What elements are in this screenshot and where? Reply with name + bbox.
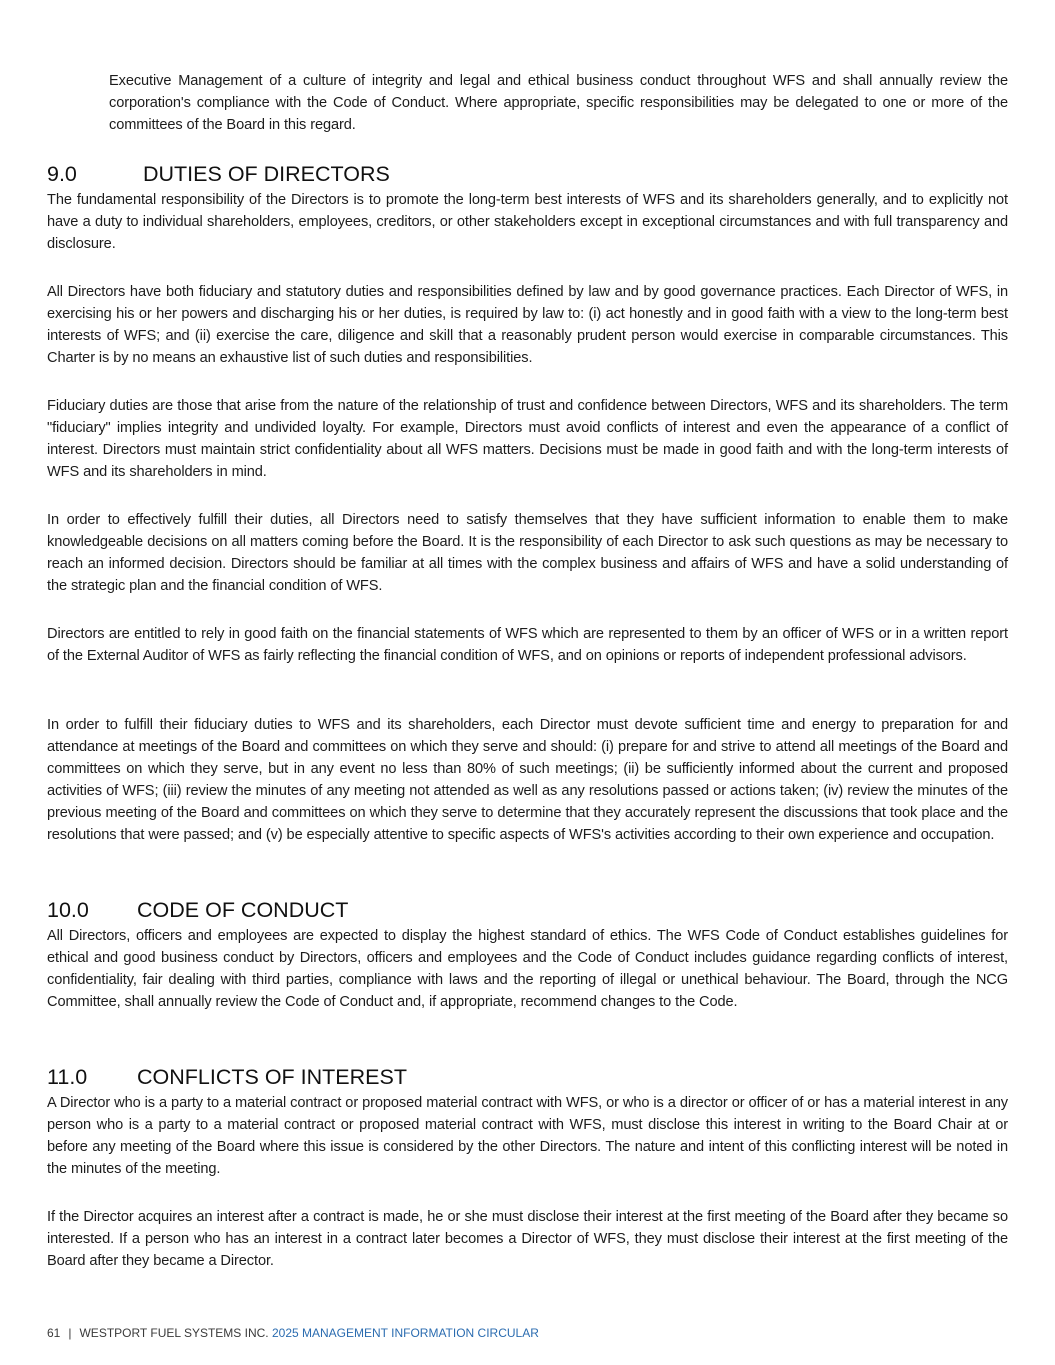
section-heading-conflicts-of-interest [47, 1064, 407, 1090]
paragraph: A Director who is a party to a material contract or proposed material contract with WFS, or who is a director or officer of or has a material interest in any person who is a party to a material contract or proposed material contract with WFS, must disclose this interest in writing to the Board Chair at or before any meeting of the Board where this issue is considered by the other Directors. The nature and intent of this conflicting interest will be noted in the minutes of the meeting. [47, 1095, 1008, 1177]
section-heading-duties-of-directors [47, 161, 390, 187]
paragraph: In order to effectively fulfill their duties, all Directors need to satisfy themselves that they have sufficient information to enable them to make knowledgeable decisions on all matters coming before the Board. It is the responsibility of each Director to ask such questions as may be necessary to reach an informed decision. Directors should be familiar at all times with the complex business and affairs of WFS and have a solid understanding of the strategic plan and the financial condition of WFS. [47, 512, 1008, 594]
footer-company: WESTPORT FUEL SYSTEMS INC. [79, 1326, 269, 1340]
footer-separator: | [68, 1326, 72, 1340]
footer-document-title: 2025 MANAGEMENT INFORMATION CIRCULAR [271, 1326, 539, 1340]
section-title: CODE OF CONDUCT [137, 898, 349, 922]
paragraph: All Directors, officers and employees are expected to display the highest standard of ethics. The WFS Code of Conduct establishes guidelines for ethical and good business conduct by Directors, officers and employees and the Code of Conduct includes guidance regarding conflicts of interest, confidentiality, fair dealing with third parties, compliance with laws and the reporting of illegal or unethical behaviour. The Board, through the NCG Committee, shall annually review the Code of Conduct and, if appropriate, recommend changes to the Code. [47, 928, 1008, 1010]
paragraph: Directors are entitled to rely in good faith on the financial statements of WFS which are represented to them by an officer of WFS or in a written report of the External Auditor of WFS as fairly reflecting the financial condition of WFS, and on opinions or reports of independent professional advisors. [47, 626, 1008, 664]
section-title: CONFLICTS OF INTEREST [137, 1065, 407, 1089]
section-number: 10.0 [47, 898, 89, 922]
page-footer [47, 1325, 539, 1341]
paragraph: Fiduciary duties are those that arise from the nature of the relationship of trust and confidence between Directors, WFS and its shareholders. The term "fiduciary" implies integrity and undivided loyalty. For example, Directors must avoid conflicts of interest and even the appearance of a conflict of interest. Directors must maintain strict confidentiality about all WFS matters. Decisions must be made in good faith and with the long-term interests of WFS and its shareholders in mind. [47, 398, 1008, 480]
section-number: 9.0 [47, 162, 77, 186]
section-number: 11.0 [47, 1065, 88, 1089]
paragraph: In order to fulfill their fiduciary duties to WFS and its shareholders, each Director must devote sufficient time and energy to preparation for and attendance at meetings of the Board and committees on which they serve and should: (i) prepare for and strive to attend all meetings of the Board and committees on which they serve, but in any event no less than 80% of such meetings; (ii) be sufficiently informed about the current and proposed activities of WFS; (iii) review the minutes of any meeting not attended as well as any resolutions passed or actions taken; (iv) review the minutes of the previous meeting of the Board and committees on which they serve to determine that they accurately represent the discussions that took place and the resolutions that were passed; and (v) be especially attentive to specific aspects of WFS's activities according to their own experience and occupation. [47, 717, 1008, 843]
page-number: 61 [47, 1326, 61, 1340]
section-heading-code-of-conduct [47, 897, 348, 923]
section-title: DUTIES OF DIRECTORS [143, 162, 390, 186]
paragraph: If the Director acquires an interest after a contract is made, he or she must disclose their interest at the first meeting of the Board after they became so interested. If a person who has an interest in a contract later becomes a Director of WFS, they must disclose their interest at the first meeting of the Board after they became a Director. [47, 1209, 1008, 1269]
paragraph: The fundamental responsibility of the Directors is to promote the long-term best interests of WFS and its shareholders generally, and to explicitly not have a duty to individual shareholders, employees, creditors, or other stakeholders except in exceptional circumstances and with full transparency and disclosure. [47, 192, 1008, 252]
paragraph: All Directors have both fiduciary and statutory duties and responsibilities defined by law and by good governance practices. Each Director of WFS, in exercising his or her powers and discharging his or her duties, is required by law to: (i) act honestly and in good faith with a view to the long-term best interests of WFS; and (ii) exercise the care, diligence and skill that a reasonably prudent person would exercise in comparable circumstances. This Charter is by no means an exhaustive list of such duties and responsibilities. [47, 284, 1008, 366]
intro-paragraph: Executive Management of a culture of integrity and legal and ethical business conduct throughout WFS and shall annually review the corporation's compliance with the Code of Conduct. Where appropriate, specific responsibilities may be delegated to one or more of the committees of the Board in this regard. [109, 73, 1008, 133]
